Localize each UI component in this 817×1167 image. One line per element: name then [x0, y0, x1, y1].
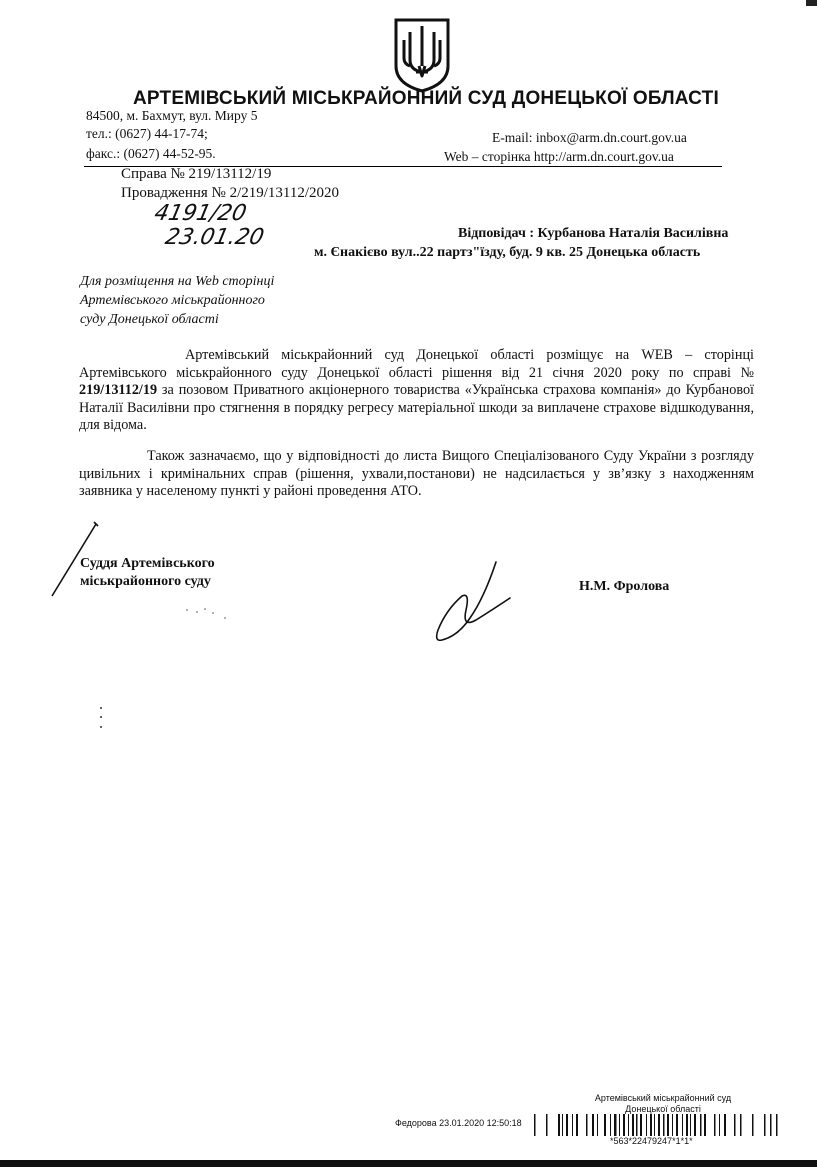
court-website: Web – сторінка http://arm.dn.court.gov.ua [444, 149, 674, 164]
court-phone: тел.: (0627) 44-17-74; [86, 126, 208, 141]
note-line: Для розміщення на Web сторінці [80, 274, 275, 289]
handwritten-number: 4191/20 [152, 200, 249, 226]
coat-of-arms-icon [390, 14, 454, 94]
paragraph-text: за позовом Приватного акціонерного товариства «Українська страхова компанія» до Курбанової Наталії Василівни про стягнення в порядку регресу матеріальної шкоди за виплачене страхове відшкодування, для відома. [79, 382, 754, 433]
respondent-label: Відповідач : Курбанова Наталія Василівна [458, 226, 729, 241]
paragraph-text: Також зазначаємо, що у відповідності до листа Вищого Спеціалізованого Суду України з розгляду цивільних і кримінальних справ (рішення, ухвали,постанови) не надсилається у зв’язку з находженням заявника у населеному пункті у районі проведення АТО. [79, 448, 754, 499]
proceeding-number: Провадження № 2/219/13112/2020 [121, 185, 340, 201]
stamp-line: Донецької області [625, 1104, 701, 1114]
body-paragraph-1 [79, 347, 754, 435]
case-number-bold: 219/13112/19 [79, 382, 158, 398]
paragraph-text: Артемівський міськрайонний суд Донецької області розміщує на WEB – сторінці Артемівського міськрайонного суду Донецької області рішення від 21 січня 2020 року по справі № [79, 347, 754, 381]
judge-title-line: Суддя Артемівського [80, 556, 215, 571]
note-line: суду Донецької області [80, 312, 219, 327]
respondent-address: м. Єнакієво вул..22 партз"їзду, буд. 9 кв. 25 Донецька область [314, 245, 701, 260]
stamp-line: Артемівський міськрайонний суд [594, 1093, 732, 1103]
scan-bottom-edge [0, 1160, 817, 1167]
judge-name: Н.М. Фролова [579, 579, 670, 594]
court-fax: факс.: (0627) 44-52-95. [86, 146, 216, 161]
note-line: Артемівського міськрайонного [80, 293, 265, 308]
judge-title-line: міськрайонного суду [80, 574, 211, 589]
court-name-heading: АРТЕМІВСЬКИЙ МІСЬКРАЙОННИЙ СУД ДОНЕЦЬКОЇ ОБЛАСТІ [133, 88, 719, 109]
court-address: 84500, м. Бахмут, вул. Миру 5 [86, 108, 258, 123]
scan-corner-mark [806, 0, 817, 6]
barcode [530, 1112, 780, 1138]
court-email: E-mail: inbox@arm.dn.court.gov.ua [492, 130, 687, 145]
handwritten-date: 23.01.20 [162, 224, 267, 250]
handwritten-registration-mark [150, 198, 290, 250]
publication-note [80, 272, 274, 329]
case-number: Справа № 219/13112/19 [121, 166, 272, 182]
registration-stamp-user: Федорова 23.01.2020 12:50:18 [395, 1118, 522, 1128]
judge-signature [432, 558, 522, 648]
barcode-number: *563*22479247*1*1* [610, 1136, 693, 1146]
scan-speckles [96, 704, 106, 734]
scan-speckles [183, 604, 233, 624]
body-paragraph-2 [79, 448, 754, 501]
judge-title [80, 555, 215, 591]
